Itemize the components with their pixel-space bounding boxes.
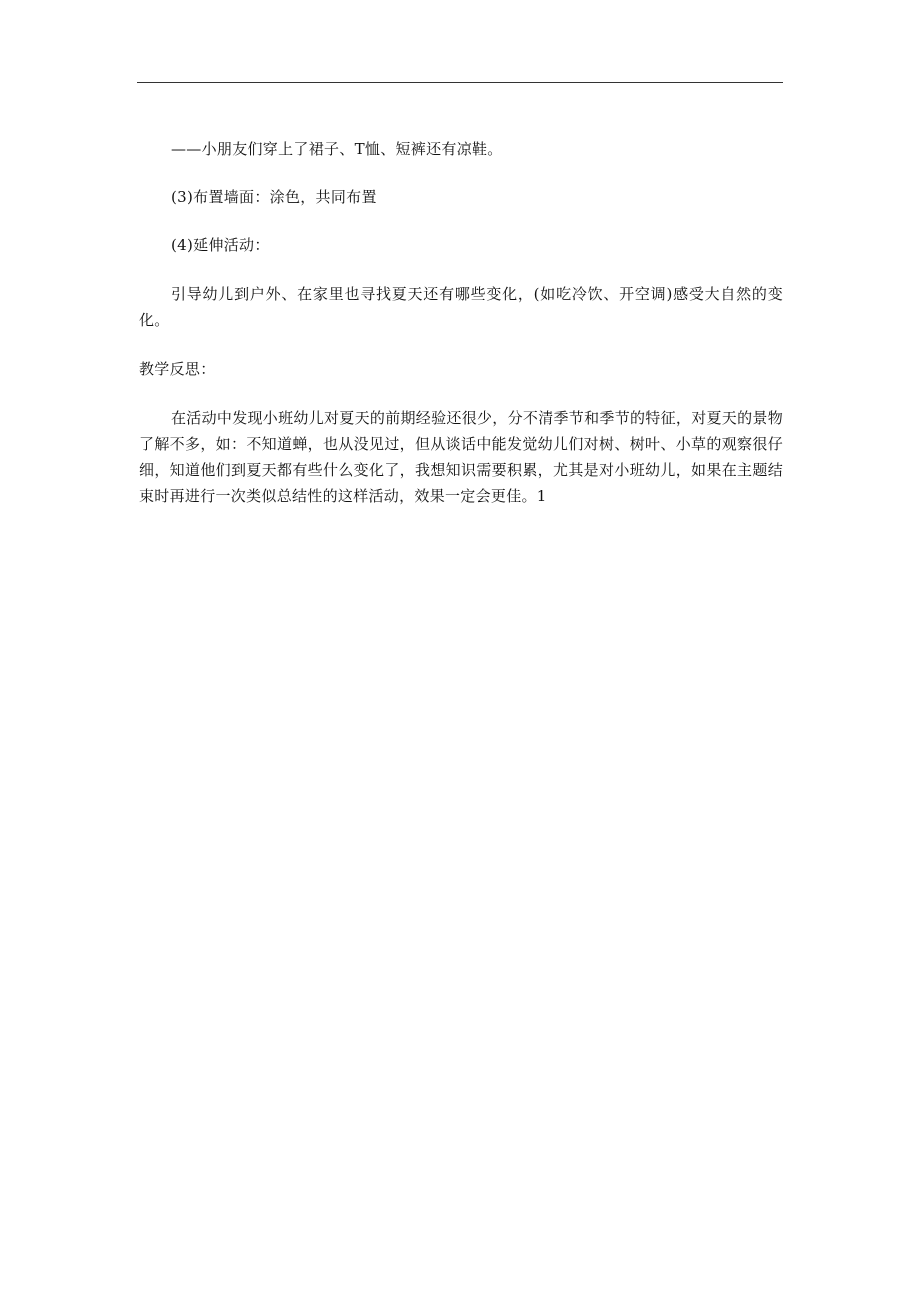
paragraph-extension-activity: 引导幼儿到户外、在家里也寻找夏天还有哪些变化，(如吃冷饮、开空调)感受大自然的变化。 [139, 285, 783, 329]
paragraph-clothing: ——小朋友们穿上了裙子、T恤、短裤还有凉鞋。 [171, 140, 503, 158]
paragraph-teaching-reflection: 在活动中发现小班幼儿对夏天的前期经验还很少，分不清季节和季节的特征，对夏天的景物了解不多，如：不知道蝉，也从没见过，但从谈话中能发觉幼儿们对树、树叶、小草的观察很仔细，知道他们到夏天都有些什么变化了，我想知识需要积累，尤其是对小班幼儿，如果在主题结束时再进行一次类似总结性的这样活动，效果一定会更佳。1 [139, 409, 784, 505]
header-rule [137, 82, 783, 83]
paragraph-extension-activity-heading: (4)延伸活动： [171, 236, 270, 254]
paragraph-teaching-reflection-heading: 教学反思： [139, 360, 216, 378]
document-body [139, 136, 783, 509]
paragraph-wall-decoration: (3)布置墙面：涂色，共同布置 [171, 188, 377, 206]
